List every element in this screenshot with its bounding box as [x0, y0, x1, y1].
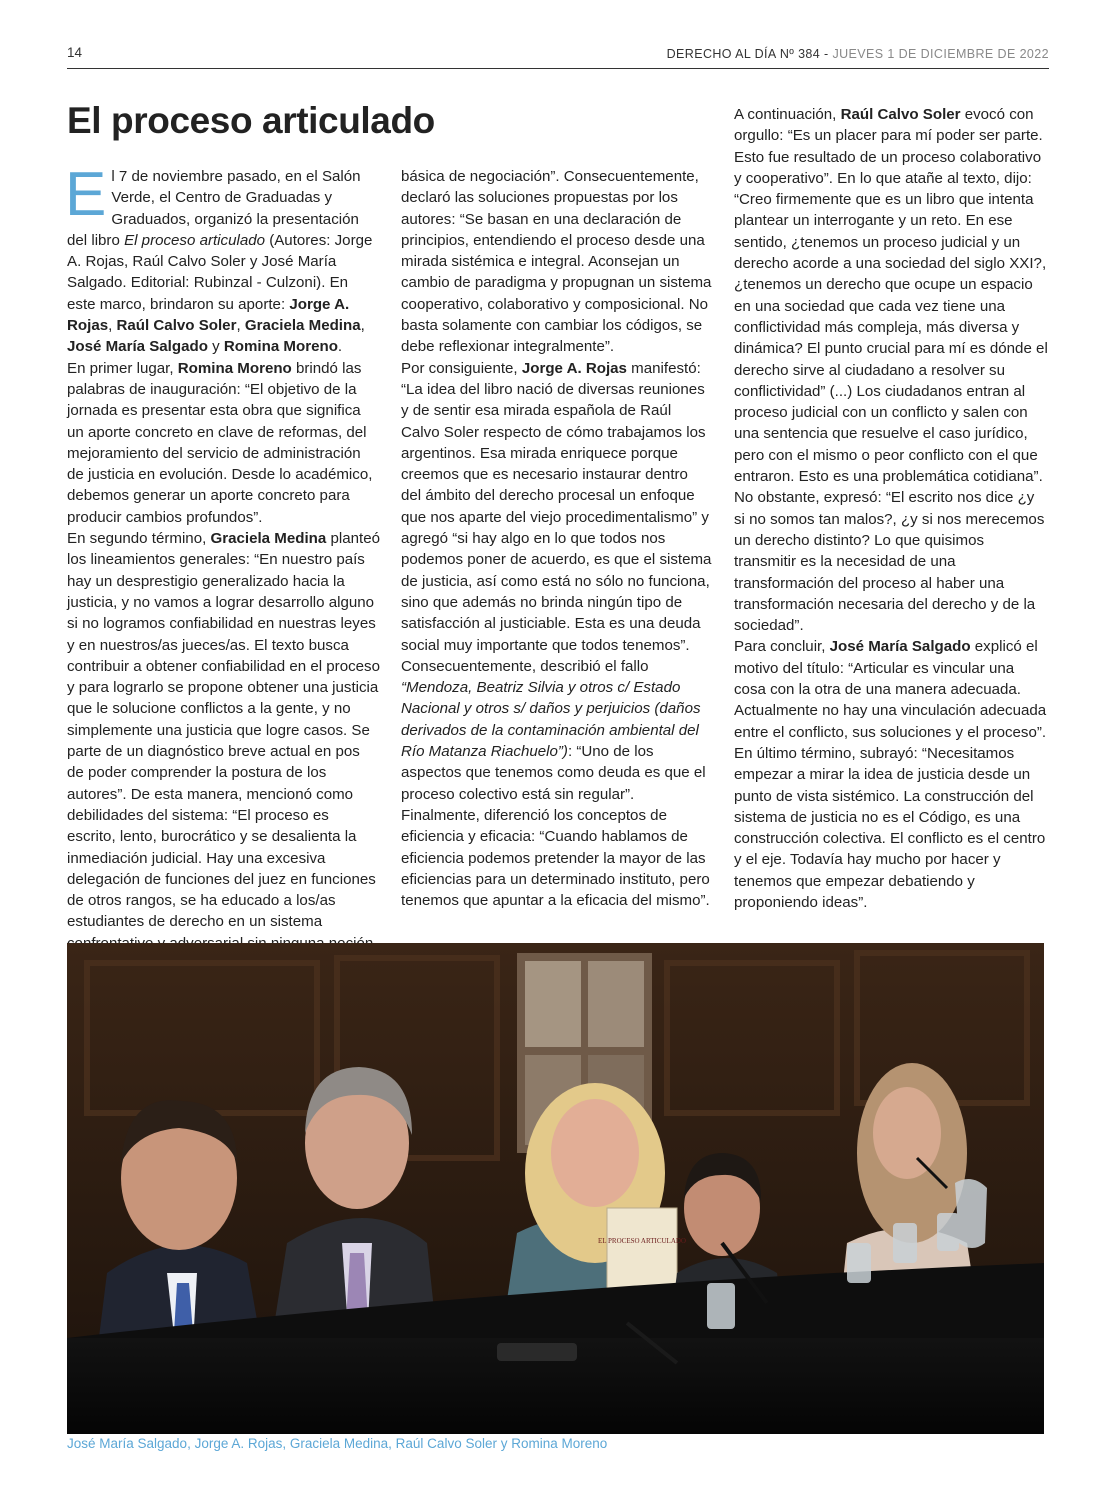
article-column-3 — [734, 104, 1048, 913]
text-run: básica de negociación”. Consecuentemente, declaró las soluciones propuestas por los autores: “Se basan en una declaración de principios, entendiendo el proceso desde una mirada sistémica e integral. Aconsejan un cambio de paradigma y propugnan un sistema cooperativo, colaborativo y composicional. No basta solamente con cambiar los códigos, se debe reflexionar integralmente”. — [401, 168, 712, 356]
text-run: , — [360, 317, 365, 335]
text-run: , — [236, 317, 245, 335]
text-run: Para concluir, — [734, 638, 830, 656]
photo-illustration — [67, 943, 1044, 1434]
text-run: : “Uno de los aspectos que tenemos como deuda es que el proceso colectivo está sin regular”. Finalmente, diferenció los conceptos de eficiencia y eficacia: “Cuando hablamos de eficiencia podemos pretender la mayor de las eficiencias para un determinado instituto, pero tenemos que apuntar a la eficacia del mismo”. — [401, 743, 710, 910]
event-photo — [67, 943, 1044, 1434]
column-1-text — [65, 160, 380, 954]
bold-name-run: José María Salgado — [67, 338, 208, 356]
bold-name-run: José María Salgado — [829, 638, 971, 656]
text-run: En segundo término, — [67, 530, 211, 548]
column-3-text — [734, 104, 1048, 913]
drop-cap: E — [65, 160, 107, 229]
bold-name-run: Romina Moreno — [177, 359, 292, 377]
text-run: A continuación, — [734, 106, 841, 123]
article-title: El proceso articulado — [67, 100, 435, 141]
text-run: explicó el motivo del título: “Articular es vincular una cosa con la otra de una manera adecuada. Actualmente no hay una vinculación adecuada entre el conflicto, sus soluciones y el proceso”. En último término, subrayó: “Necesitamos empezar a mirar la idea de justicia desde un punto de vista sistémico. La construcción del sistema de justicia no es el Código, es una construcción colectiva. El conflicto es el centro y el eje. Todavía hay mucho por hacer y tenemos que empezar debatiendo y proponiendo ideas”. — [734, 638, 1047, 911]
issue-date: JUEVES 1 DE DICIEMBRE DE 2022 — [832, 47, 1049, 61]
article-column-1 — [65, 160, 380, 954]
italic-title-run: “Mendoza, Beatriz Silvia y otros c/ Estado Nacional y otros s/ daños y perjuicios (daños derivados de la contaminación ambiental del Río Matanza Riachuelo”) — [401, 679, 701, 761]
bold-name-run: Romina Moreno — [223, 338, 338, 356]
text-run: Por consiguiente, — [401, 359, 522, 377]
text-run: y — [207, 338, 224, 356]
publication-name: DERECHO AL DÍA Nº 384 - — [666, 47, 833, 61]
page-header — [67, 44, 1049, 69]
bold-name-run: Graciela Medina — [244, 317, 361, 335]
text-run: . — [337, 338, 343, 356]
text-run: (Autores: Jorge A. Rojas, Raúl Calvo Soler y José María Salgado. Editorial: Rubinzal - Culzoni). En este marco, brindaron su aporte: — [67, 231, 373, 313]
italic-title-run: El proceso articulado — [124, 231, 266, 249]
bold-name-run: Raúl Calvo Soler — [840, 106, 961, 123]
text-run: manifestó: “La idea del libro nació de diversas reuniones y de sentir esa mirada española de Raúl Calvo Soler respecto de cómo trabajamos los argentinos. Esa mirada enriquece porque creemos que es necesario instaurar dentro del ámbito del derecho procesal un enfoque que nos aparte del viejo procedimentalismo” y agregó “si hay algo en lo que todos nos podemos poner de acuerdo, es que el sistema de justicia, así como está no sólo no funciona, sino que además no brinda ningún tipo de satisfacción al justiciable. Esta es una deuda social muy importante que todos tenemos”. Consecuentemente, describió el fallo — [401, 359, 712, 675]
column-2-text — [401, 166, 712, 911]
issue-info — [667, 47, 1049, 61]
bold-name-run: Jorge A. Rojas — [521, 359, 627, 377]
text-run: planteó los lineamientos generales: “En nuestro país hay un desprestigio generalizado hacia la justicia, y no vamos a lograr desarrollo alguno si no logramos confiabilidad en nuestras leyes y en nuestros/as jueces/as. El texto busca contribuir a obtener confiabilidad en el proceso y para lograrlo se propone obtener una justicia que le solucione conflictos a la gente, y no simplemente una justicia que logre casos. Se parte de un diagnóstico breve actual en pos de poder comprender la postura de los autores”. De esta manera, mencionó como debilidades del sistema: “El proceso es escrito, lento, burocrático y se desalienta la inmediación judicial. Hay una excesiva delegación de funciones del juez en funciones de otros rangos, se ha educado a los/as estudiantes de derecho en un sistema — [67, 530, 380, 931]
text-run: , — [108, 317, 117, 335]
text-run: l 7 de noviembre pasado, en el Salón Verde, el Centro de Graduadas y Graduados, organizó la presentación del libro — [67, 168, 361, 249]
page-number: 14 — [67, 45, 83, 60]
text-run: evocó con orgullo: “Es un placer para mí poder ser parte. Esto fue resultado de un proceso colaborativo y cooperativo”. En lo que atañe al texto, dijo: “Creo firmemente que es un libro que intenta plantear un interrogante y un reto. En ese sentido, ¿tenemos un proceso judicial y un derecho acorde a una sociedad del siglo XXI?, ¿tenemos un derecho que ocupe un espacio en una sociedad que cada vez tiene una conflictividad más compleja, más diversa y dinámica? El punto crucial para mí es dónde el derecho sirve al ciudadano a resolver su conflictividad” (...) Los ciudadanos entran al proceso judicial con un conflicto y salen con una sentencia que resuelve el caso jurídico, pero con el mismo o peor conflicto con el que entraron. Esto es una problemática cotidiana”. No obstante, expresó: “El escrito nos dice ¿y si no somos tan malos?, ¿y si nos merecemos un derecho distinto? Lo que quisimos transmitir es la necesidad de una transformación del proceso al haber una transformación necesaria del derecho y de la sociedad”. — [734, 106, 1048, 635]
bold-name-run: Graciela Medina — [210, 530, 327, 548]
bold-name-run: Jorge A. Rojas — [67, 295, 350, 335]
text-run: En primer lugar, — [67, 359, 178, 377]
bold-name-run: Raúl Calvo Soler — [116, 317, 237, 335]
book-title: EL PROCESO ARTICULADO — [598, 1237, 686, 1245]
article-column-2 — [401, 166, 712, 911]
text-run: brindó las palabras de inauguración: “El objetivo de la jornada es presentar esta obra que significa un aporte concreto en clave de reformas, del mejoramiento del servicio de administración de justicia en evolución. Desde lo académico, debemos generar un aporte concreto para producir cambios profundos”. — [67, 359, 373, 526]
photo-caption: José María Salgado, Jorge A. Rojas, Graciela Medina, Raúl Calvo Soler y Romina Moreno — [67, 1436, 608, 1451]
